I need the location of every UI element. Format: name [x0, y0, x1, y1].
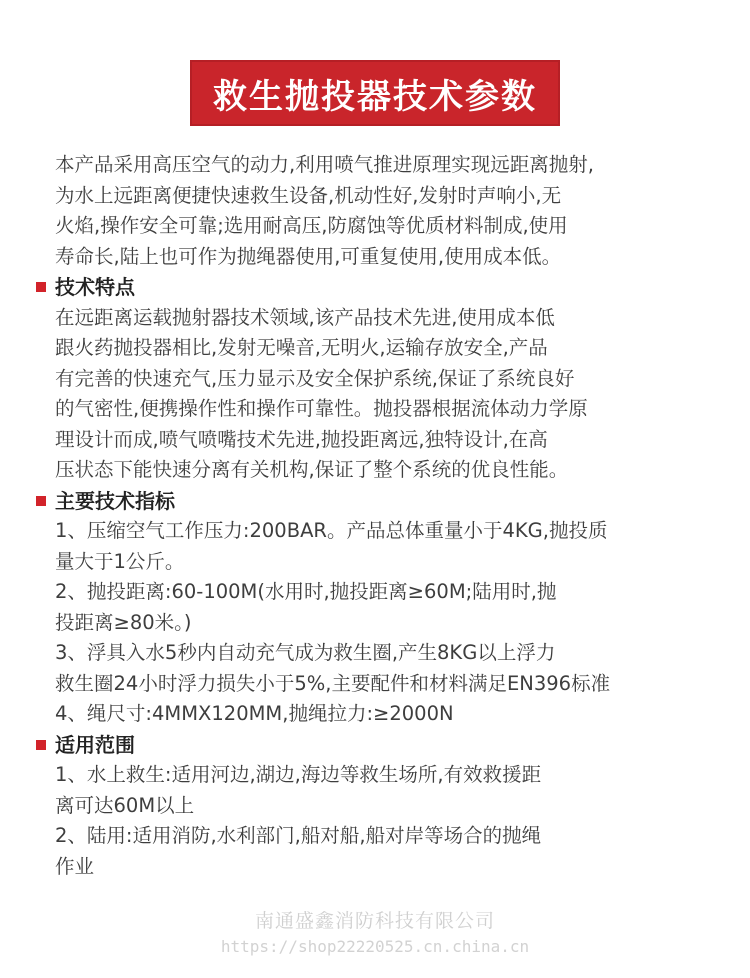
section-specifications	[55, 486, 705, 730]
section-line: 3、浮具入水5秒内自动充气成为救生圈,产生8KG以上浮力	[55, 641, 556, 664]
section-line: 跟火药抛投器相比,发射无噪音,无明火,运输存放安全,产品	[55, 336, 548, 359]
spec-content	[55, 150, 705, 882]
square-bullet-icon	[36, 496, 46, 506]
section-line: 的气密性,便携操作性和操作可靠性。抛投器根据流体动力学原	[55, 397, 588, 420]
section-heading	[55, 730, 705, 761]
section-heading	[55, 272, 705, 303]
intro-paragraph	[55, 150, 705, 272]
section-line: 在远距离运载抛射器技术领域,该产品技术先进,使用成本低	[55, 305, 555, 329]
section-line: 压状态下能快速分离有关机构,保证了整个系统的优良性能。	[55, 458, 569, 481]
section-applications	[55, 730, 705, 883]
section-line: 作业	[55, 854, 95, 878]
section-line: 2、陆用:适用消防,水利部门,船对船,船对岸等场合的抛绳	[55, 824, 542, 847]
square-bullet-icon	[36, 282, 46, 292]
section-heading-text: 技术特点	[55, 275, 135, 299]
square-bullet-icon	[36, 740, 46, 750]
section-line: 救生圈24小时浮力损失小于5%,主要配件和材料满足EN396标准	[55, 671, 611, 695]
section-heading-text: 主要技术指标	[55, 488, 175, 513]
intro-line: 火焰,操作安全可靠;选用耐高压,防腐蚀等优质材料制成,使用	[55, 214, 568, 237]
section-line: 1、水上救生:适用河边,湖边,海边等救生场所,有效救援距	[55, 763, 542, 786]
intro-line: 本产品采用高压空气的动力,利用喷气推进原理实现远距离抛射,	[55, 153, 594, 176]
section-features	[55, 272, 705, 486]
section-heading	[55, 486, 705, 517]
title-banner	[190, 60, 560, 126]
url-watermark: https://shop22220525.cn.china.cn	[220, 937, 530, 956]
intro-line: 寿命长,陆上也可作为抛绳器使用,可重复使用,使用成本低。	[55, 244, 562, 268]
section-line: 投距离≥80米。)	[55, 610, 192, 634]
section-line: 1、压缩空气工作压力:200BAR。产品总体重量小于4KG,抛投质	[55, 519, 608, 542]
section-line: 有完善的快速充气,压力显示及安全保护系统,保证了系统良好	[55, 366, 575, 390]
section-line: 4、绳尺寸:4MMX120MM,抛绳拉力:≥2000N	[55, 702, 454, 725]
section-line: 量大于1公斤。	[55, 549, 185, 573]
company-watermark: 南通盛鑫消防科技有限公司	[254, 910, 495, 932]
section-heading-text: 适用范围	[55, 732, 135, 757]
section-line: 2、抛投距离:60-100M(水用时,抛投距离≥60M;陆用时,抛	[55, 580, 557, 603]
section-line: 离可达60M以上	[55, 793, 195, 817]
intro-line: 为水上远距离便捷快速救生设备,机动性好,发射时声响小,无	[55, 183, 562, 207]
page-title: 救生抛投器技术参数	[213, 76, 537, 117]
section-line: 理设计而成,喷气喷嘴技术先进,抛投距离远,独特设计,在高	[55, 427, 548, 451]
